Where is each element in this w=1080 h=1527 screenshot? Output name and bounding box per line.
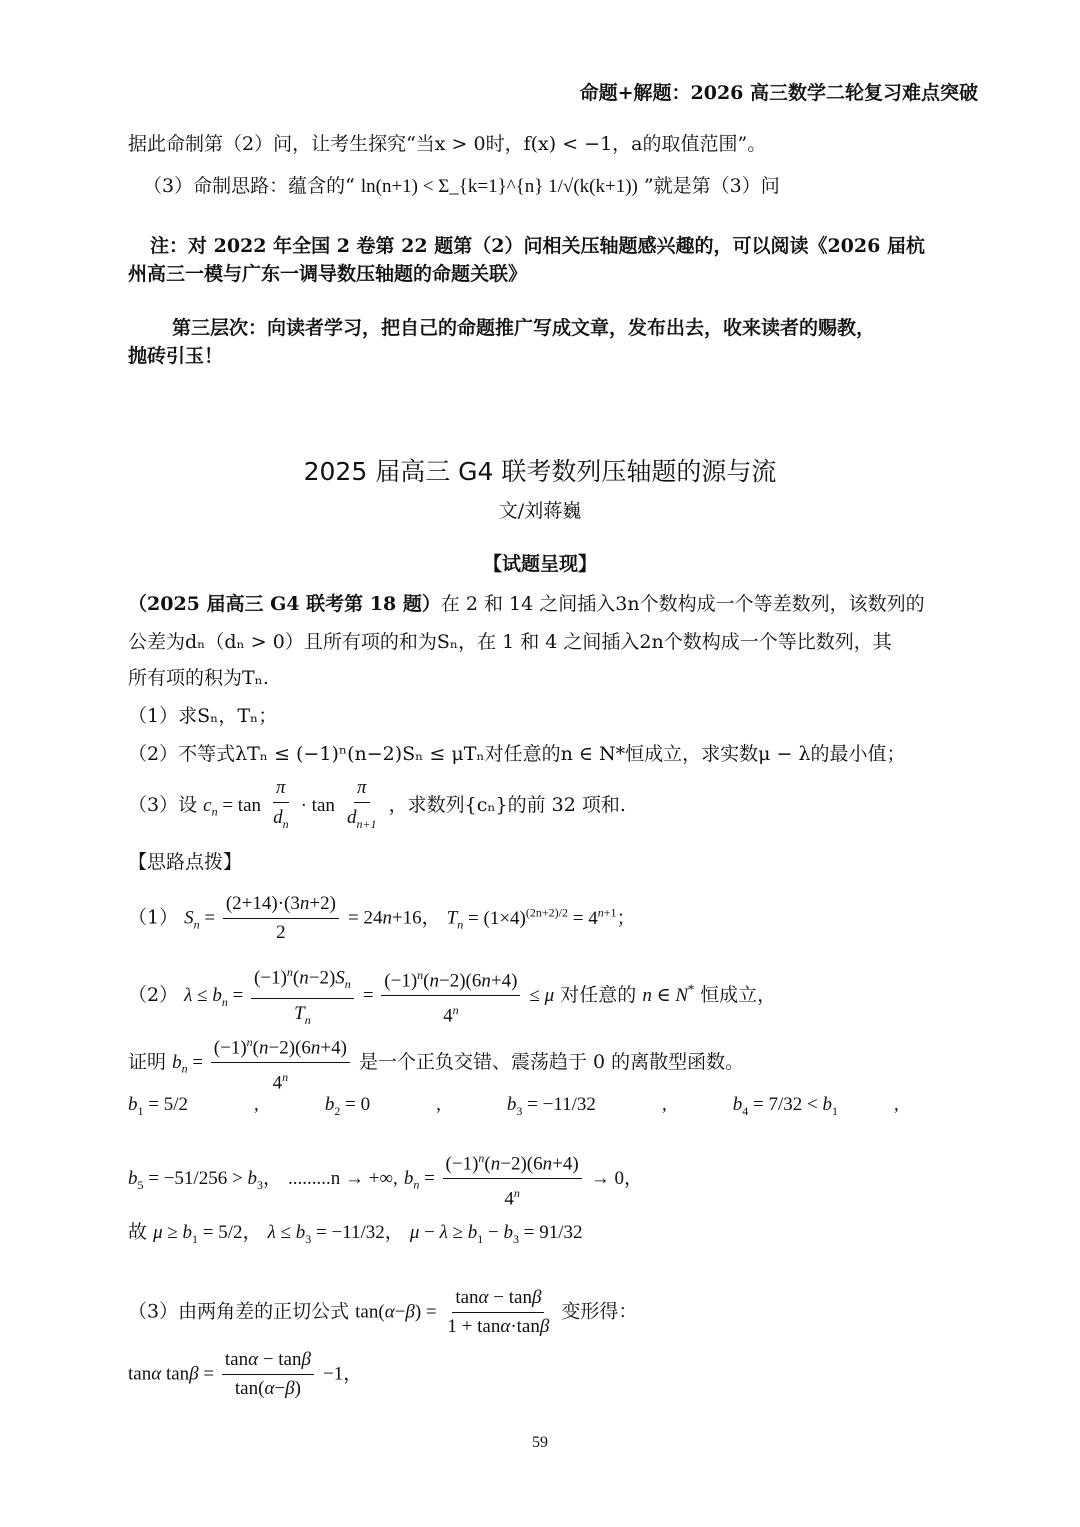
article-author: 文/刘蒋巍 [498, 500, 582, 522]
section-hint: 【思路点拨】 [128, 851, 243, 873]
intro-line-1: 据此命制第（2）问，让考生探究“当x > 0时，f(x) < −1，a的取值范围”。 [128, 133, 767, 155]
solution-3: （3）由两角差的正切公式 tan(α−β) = $\frac{\tan\alpha - \tan\beta}{1 + \tan\alpha\cdot\tan\beta}$ 变形得： [128, 1287, 638, 1337]
sn-fraction: $\frac{(2+14)\cdot(3n+2)}{2}$ [223, 892, 339, 945]
b4-value: $b_4 = 7/32 < b_1$ [732, 1094, 838, 1118]
question-3: （3）设 $c_n = \tan$ $\frac{\pi}{d_n}$ · tan $\frac{\pi}{d_{n+1}}$ ，求数列{cₙ}的前 32 项和. [128, 776, 626, 836]
b5-limit-row: $b_5 = -51/256 > b_3$， .........n → +∞, $b_n$ = $\frac{(-1)^n(n-2)(6n+4)}{4^n}$ → 0， [128, 1146, 643, 1212]
fraction-pi-dn: $\frac{\pi}{d_n}$ [273, 777, 289, 831]
bn-fraction-1: $\frac{(-1)^n(n-2)S_n}{T_n}$ [251, 960, 354, 1032]
bn-fraction-3: $\frac{(-1)^n(n-2)(6n+4)}{4^n}$ [211, 1030, 350, 1096]
b3-value: $b_3 = -11/32$ [506, 1094, 596, 1118]
article-title: 2025 届高三 G4 联考数列压轴题的源与流 [303, 457, 777, 486]
page-number: 59 [532, 1434, 548, 1451]
solution-2: （2） $\lambda \le b_n$ = $\frac{(-1)^n(n-2)S_n}{T_n}$ = $\frac{(-1)^n(n-2)(6n+4)}{4^n}$ ≤ μ 对任意的 n ∈ N* 恒成立， [128, 960, 776, 1032]
question-1: （1）求Sₙ，Tₙ； [128, 705, 278, 727]
b5-value: $b_5 = -51/256 > b_3$， [128, 1167, 282, 1192]
s3-prefix: （3）由两角差的正切公式 [128, 1300, 350, 1323]
ln-formula: ln(n+1) < Σ_{k=1}^{n} 1/√(k(k+1)) [360, 176, 638, 197]
note-line-1: 注：对 2022 年全国 2 卷第 22 题第（2）问相关压轴题感兴趣的，可以阅读《2026 届杭 [150, 235, 925, 257]
problem-line-2: 公差为dₙ（dₙ > 0）且所有项的和为Sₙ，在 1 和 4 之间插入2n个数构成一个等比数列，其 [128, 631, 892, 653]
q3-prefix: （3）设 [128, 793, 198, 816]
s3-suffix: 变形得： [561, 1300, 638, 1323]
conclusion-row: 故 $\mu \ge b_1 = 5/2$， $\lambda \le b_3 = -11/32$， $\mu - \lambda \ge b_1 - b_3 = 91/32$ [128, 1221, 583, 1246]
proof-line: 证明 $b_n$ = $\frac{(-1)^n(n-2)(6n+4)}{4^n}$ 是一个正负交错、震荡趋于 0 的离散型函数。 [128, 1030, 744, 1096]
intro-line2-suffix: ”就是第（3）问 [643, 175, 780, 197]
solution-1: （1） $S_n$ = $\frac{(2+14)\cdot(3n+2)}{2}$ = 24n+16， $T_n = (1\times 4)^{(2n+2)/2} = 4^{n+1}$； [128, 893, 636, 943]
b2-value: $b_2 = 0$ [324, 1094, 371, 1118]
b1-value: $b_1 = 5/2$ [128, 1094, 188, 1118]
level3-line-2: 抛砖引玉！ [128, 345, 224, 367]
problem-source: （2025 届高三 G4 联考第 18 题） [128, 593, 441, 615]
limit-text: .........n → +∞, [288, 1167, 398, 1189]
q3-suffix: ，求数列{cₙ}的前 32 项和. [388, 793, 626, 816]
fraction-pi-dn1: $\frac{\pi}{d_{n+1}}$ [346, 777, 377, 831]
conclusion-prefix: 故 [128, 1221, 148, 1243]
problem-line-3: 所有项的积为Tₙ. [128, 667, 269, 689]
tan-diff-fraction: $\frac{\tan\alpha - \tan\beta}{1 + \tan\alpha\cdot\tan\beta}$ [447, 1287, 550, 1337]
intro-line2-prefix: （3）命制思路：蕴含的“ [143, 175, 355, 197]
level3-line-1: 第三层次：向读者学习，把自己的命题推广写成文章，发布出去，收来读者的赐教， [172, 317, 876, 339]
running-header: 命题+解题：2026 高三数学二轮复习难点突破 [579, 82, 978, 104]
question-2: （2）不等式λTₙ ≤ (−1)ⁿ(n−2)Sₙ ≤ μTₙ对任意的n ∈ N*恒成立，求实数μ − λ的最小值； [128, 743, 906, 765]
proof-prefix: 证明 [128, 1050, 167, 1073]
tan-product-fraction: $\frac{\tan\alpha - \tan\beta}{\tan(\alpha-\beta)}$ [222, 1348, 314, 1401]
proof-suffix: 是一个正负交错、震荡趋于 0 的离散型函数。 [358, 1050, 745, 1073]
s2-suffix: 对任意的 [560, 983, 637, 1006]
tan-product-line: tanα tanβ = $\frac{\tan\alpha - \tan\beta}{\tan(\alpha-\beta)}$ −1， [128, 1349, 363, 1399]
bn-fraction-2: $\frac{(-1)^n(n-2)(6n+4)}{4^n}$ [381, 963, 520, 1029]
b-values-row: $b_1 = 5/2$ , $b_2 = 0$ , $b_3 = -11/32$ , $b_4 = 7/32 < b_1$ , [128, 1094, 899, 1118]
problem-line-1 [128, 590, 925, 618]
mu-minus-lambda-value: 91/32 [539, 1222, 583, 1243]
s2-label: （2） [128, 983, 179, 1006]
note-line-2: 州高三一模与广东一调导数压轴题的命题关联》 [128, 263, 528, 285]
s1-label: （1） [128, 906, 179, 929]
intro-line-2 [143, 172, 780, 201]
problem-text-1: 在 2 和 14 之间插入3n个数构成一个等差数列，该数列的 [440, 593, 925, 615]
bn-fraction-4: $\frac{(-1)^n(n-2)(6n+4)}{4^n}$ [443, 1146, 582, 1212]
section-problem: 【试题呈现】 [482, 553, 597, 575]
s2-tail: 恒成立， [700, 983, 777, 1006]
